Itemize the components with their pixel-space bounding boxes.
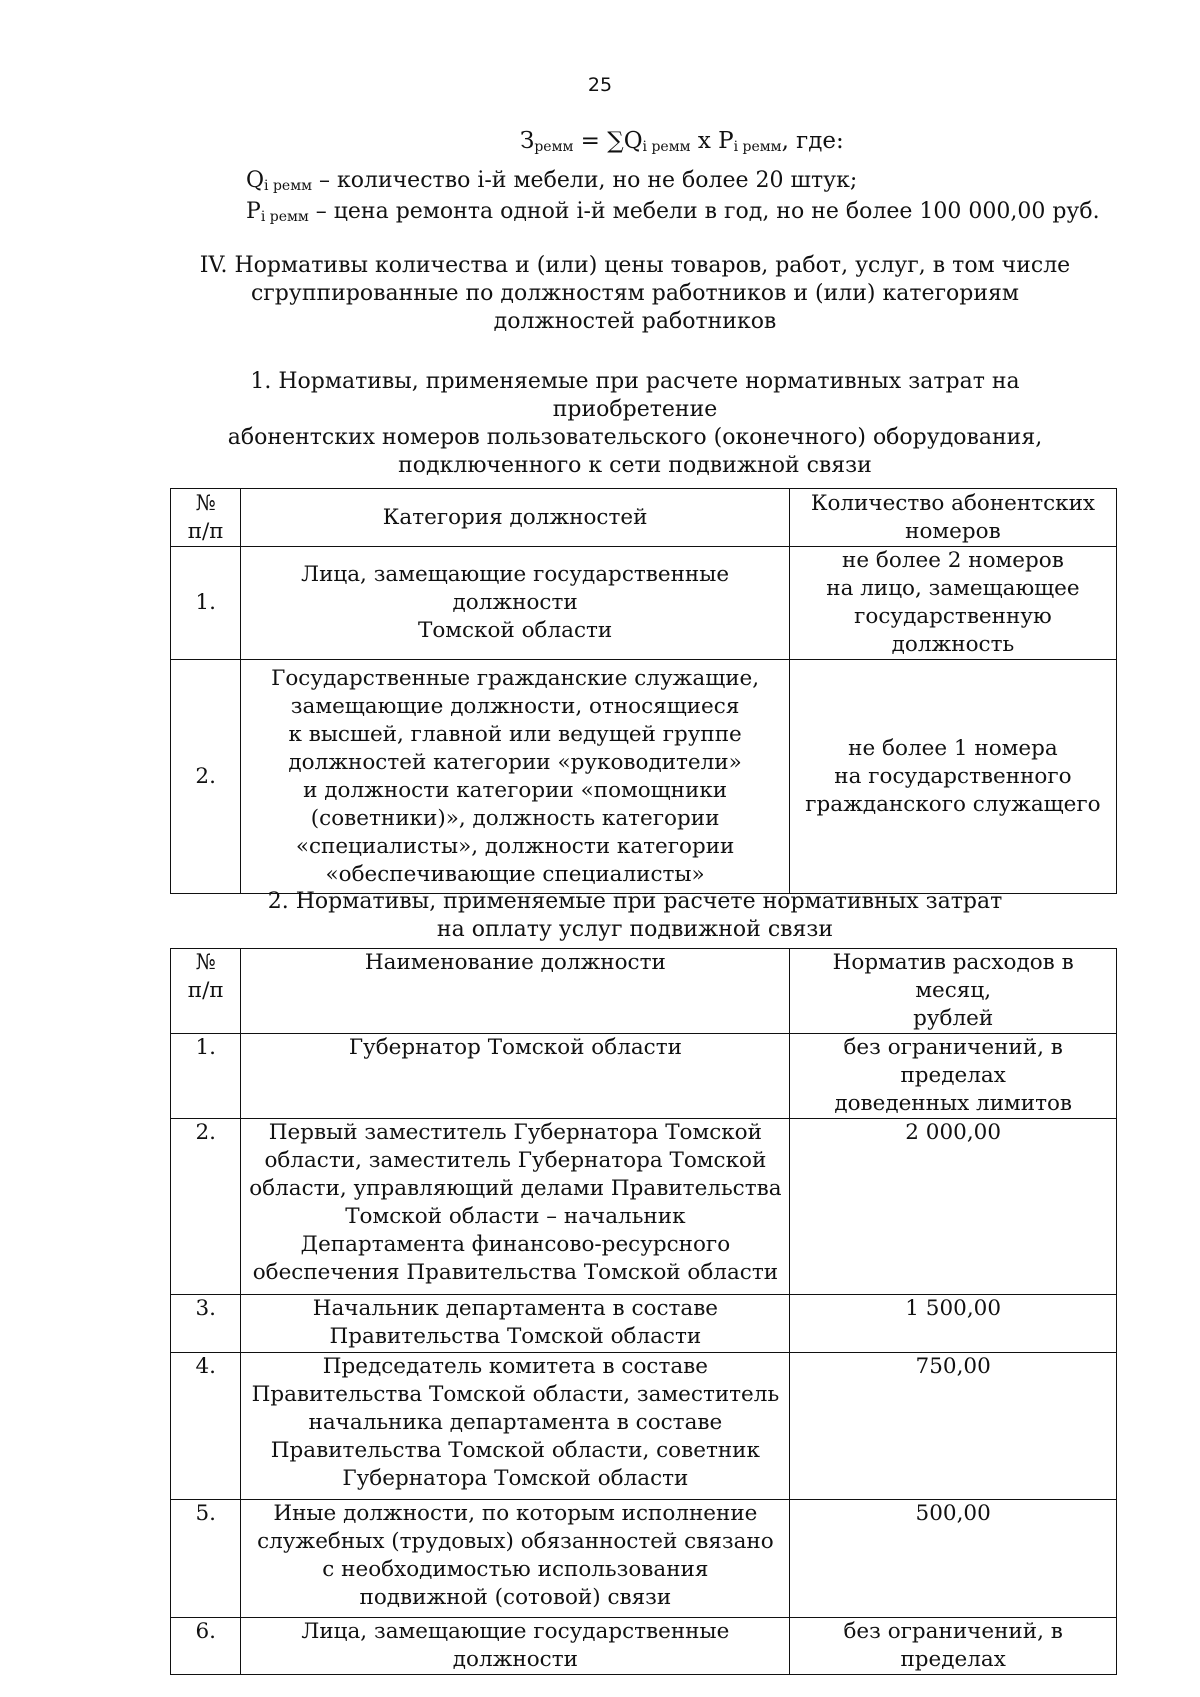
- column-header-position: Наименование должности: [241, 949, 790, 1034]
- row-number: 2.: [171, 1119, 241, 1295]
- definition-q: [246, 168, 857, 194]
- row-number: 3.: [171, 1295, 241, 1353]
- row-quantity: не более 2 номеров на лицо, замещающее государственную должность: [789, 547, 1116, 660]
- row-position: Первый заместитель Губернатора Томской области, заместитель Губернатора Томской области, управляющий делами Правительства Томской области – начальник Департамента финансово-ресурсного обеспечения Правительства Томской области: [241, 1119, 790, 1295]
- table-row: [171, 1295, 1117, 1353]
- definition-p: [246, 199, 1100, 225]
- row-number: 1.: [171, 547, 241, 660]
- definition-q-sub: i ремм: [264, 178, 313, 194]
- formula-lhs: З: [520, 128, 535, 154]
- row-number: 6.: [171, 1618, 241, 1675]
- section-heading: IV. Нормативы количества и (или) цены товаров, работ, услуг, в том числе сгруппированные по должностям работников и (или) категориям должностей работников: [199, 253, 1071, 334]
- row-norm: без ограничений, в пределах доведенных лимитов: [790, 1034, 1117, 1119]
- row-norm: без ограничений, в пределах: [790, 1618, 1117, 1675]
- formula-sum: = ∑Q: [573, 128, 643, 154]
- row-position: Начальник департамента в составе Правительства Томской области: [241, 1295, 790, 1353]
- table-header-row: [171, 489, 1117, 547]
- formula: [520, 128, 844, 155]
- formula-lhs-sub: ремм: [534, 139, 574, 155]
- row-category: Государственные гражданские служащие, замещающие должности, относящиеся к высшей, главной или ведущей группе должностей категории «руководители» и должности категории «помощники (советники)», должность категории «специалисты», должности категории «обеспечивающие специалисты»: [241, 660, 790, 894]
- row-norm: 500,00: [790, 1500, 1117, 1618]
- row-number: 5.: [171, 1500, 241, 1618]
- formula-mult: х P: [690, 128, 734, 154]
- table-row: [171, 660, 1117, 894]
- row-position: Лица, замещающие государственные должности: [241, 1618, 790, 1675]
- column-header-category: Категория должностей: [241, 489, 790, 547]
- table-row: [171, 547, 1117, 660]
- column-header-quantity: Количество абонентских номеров: [789, 489, 1116, 547]
- row-position: Иные должности, по которым исполнение служебных (трудовых) обязанностей связано с необходимостью использования подвижной (сотовой) связи: [241, 1500, 790, 1618]
- page-number: 25: [587, 74, 613, 96]
- definition-p-symbol: P: [246, 199, 261, 224]
- table-row: [171, 1618, 1117, 1675]
- row-norm: 1 500,00: [790, 1295, 1117, 1353]
- definition-q-symbol: Q: [246, 168, 265, 193]
- row-number: 1.: [171, 1034, 241, 1119]
- table-mobile-service-norms: [170, 948, 1117, 1675]
- definition-p-sub: i ремм: [260, 209, 309, 225]
- column-header-norm: Норматив расходов в месяц, рублей: [790, 949, 1117, 1034]
- row-quantity: не более 1 номера на государственного гражданского служащего: [789, 660, 1116, 894]
- column-header-number: № п/п: [171, 489, 241, 547]
- definition-q-text: – количество i-й мебели, но не более 20 штук;: [312, 168, 858, 193]
- table-row: [171, 1119, 1117, 1295]
- subsection1-heading: 1. Нормативы, применяемые при расчете нормативных затрат на приобретение абонентских номеров пользовательского (оконечного) оборудования, подключенного к сети подвижной связи: [227, 369, 1043, 478]
- formula-tail: , где:: [781, 128, 844, 154]
- table-subscriber-numbers: [170, 488, 1117, 894]
- subsection2-heading: 2. Нормативы, применяемые при расчете нормативных затрат на оплату услуг подвижной связи: [267, 889, 1003, 942]
- row-norm: 750,00: [790, 1353, 1117, 1500]
- table-row: [171, 1500, 1117, 1618]
- table-header-row: [171, 949, 1117, 1034]
- table-row: [171, 1353, 1117, 1500]
- row-number: 2.: [171, 660, 241, 894]
- row-norm: 2 000,00: [790, 1119, 1117, 1295]
- row-category: Лица, замещающие государственные должности Томской области: [241, 547, 790, 660]
- formula-q-sub: i ремм: [642, 139, 691, 155]
- definition-p-text: – цена ремонта одной i-й мебели в год, но не более 100 000,00 руб.: [308, 199, 1100, 224]
- row-number: 4.: [171, 1353, 241, 1500]
- formula-p-sub: i ремм: [733, 139, 782, 155]
- column-header-number: № п/п: [171, 949, 241, 1034]
- row-position: Губернатор Томской области: [241, 1034, 790, 1119]
- row-position: Председатель комитета в составе Правительства Томской области, заместитель начальника департамента в составе Правительства Томской области, советник Губернатора Томской области: [241, 1353, 790, 1500]
- table-row: [171, 1034, 1117, 1119]
